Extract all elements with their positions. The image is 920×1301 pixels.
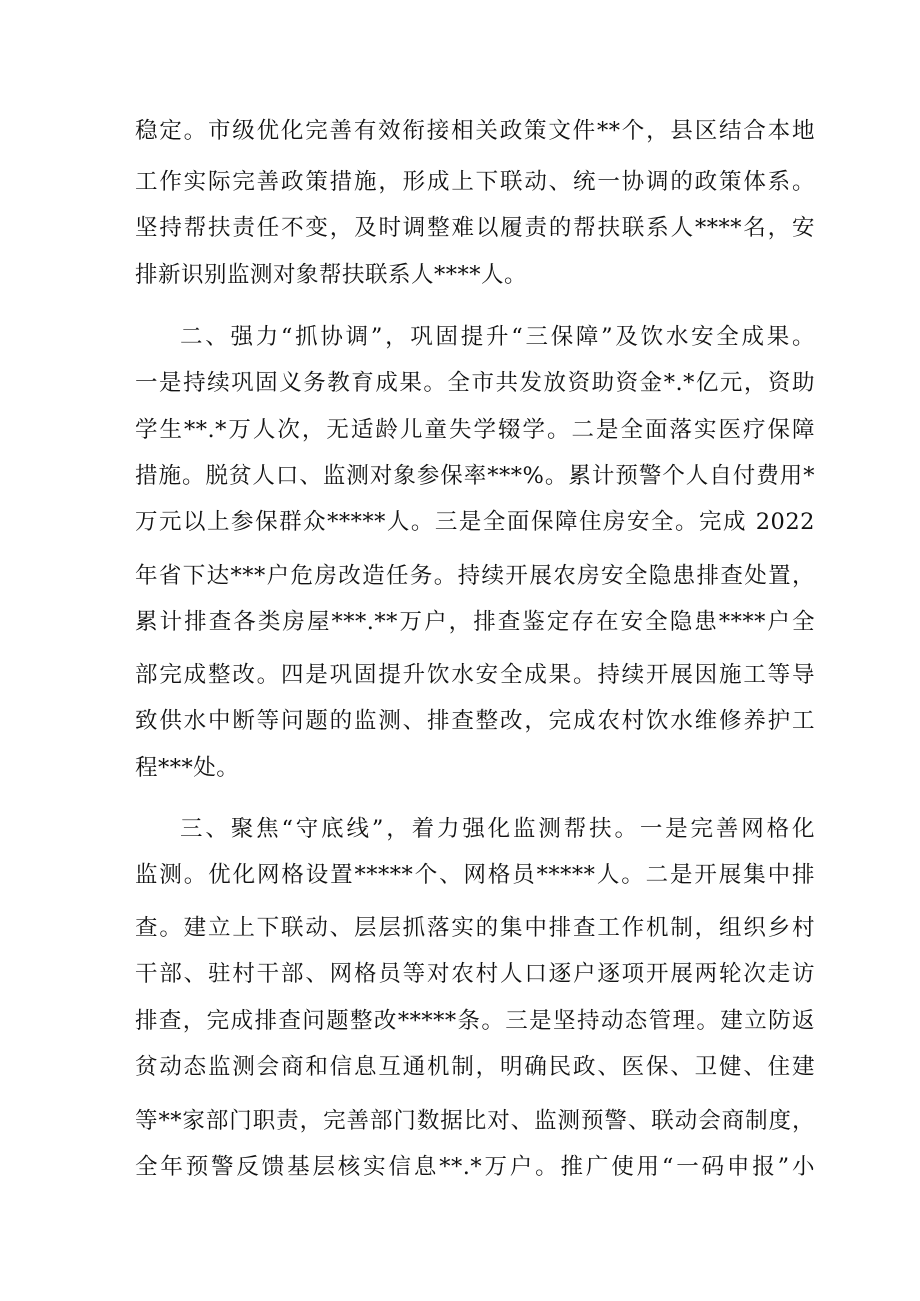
text-line: 程***处。 (135, 755, 240, 781)
text-line: 坚持帮扶责任不变，及时调整难以履责的帮扶联系人****名，安 (135, 215, 815, 241)
text-line: 累计排查各类房屋***.**万户，排查鉴定存在安全隐患****户全 (135, 609, 815, 635)
text-line: 稳定。市级优化完善有效衔接相关政策文件**个，县区结合本地 (135, 118, 815, 144)
text-line: 三、聚焦“守底线”，着力强化监测帮扶。一是完善网格化 (180, 816, 815, 842)
text-line: 等**家部门职责，完善部门数据比对、监测预警、联动会商制度， (135, 1108, 815, 1134)
text-line: 监测。优化网格设置*****个、网格员*****人。二是开展集中排 (135, 862, 815, 888)
text-line: 一是持续巩固义务教育成果。全市共发放资助资金*.*亿元，资助 (135, 370, 815, 396)
text-line: 贫动态监测会商和信息互通机制，明确民政、医保、卫健、住建 (135, 1054, 815, 1080)
text-line: 措施。脱贫人口、监测对象参保率***%。累计预警个人自付费用* (135, 463, 815, 489)
text-line: 年省下达***户危房改造任务。持续开展农房安全隐患排查处置， (135, 563, 815, 589)
text-line: 排新识别监测对象帮扶联系人****人。 (135, 262, 528, 288)
text-line: 致供水中断等问题的监测、排查整改，完成农村饮水维修养护工 (135, 708, 815, 734)
text-line: 部完成整改。四是巩固提升饮水安全成果。持续开展因施工等导 (135, 662, 815, 688)
text-line: 排查，完成排查问题整改*****条。三是坚持动态管理。建立防返 (135, 1008, 815, 1034)
text-line: 全年预警反馈基层核实信息**.*万户。推广使用“一码申报”小 (135, 1154, 815, 1180)
text-line: 查。建立上下联动、层层抓落实的集中排查工作机制，组织乡村 (135, 915, 815, 941)
text-line: 二、强力“抓协调”，巩固提升“三保障”及饮水安全成果。 (180, 324, 815, 350)
text-line: 万元以上参保群众*****人。三是全面保障住房安全。完成 2022 (135, 509, 815, 535)
text-line: 工作实际完善政策措施，形成上下联动、统一协调的政策体系。 (135, 169, 815, 195)
text-line: 干部、驻村干部、网格员等对农村人口逐户逐项开展两轮次走访 (135, 961, 815, 987)
text-line: 学生**.*万人次，无适龄儿童失学辍学。二是全面落实医疗保障 (135, 417, 815, 443)
